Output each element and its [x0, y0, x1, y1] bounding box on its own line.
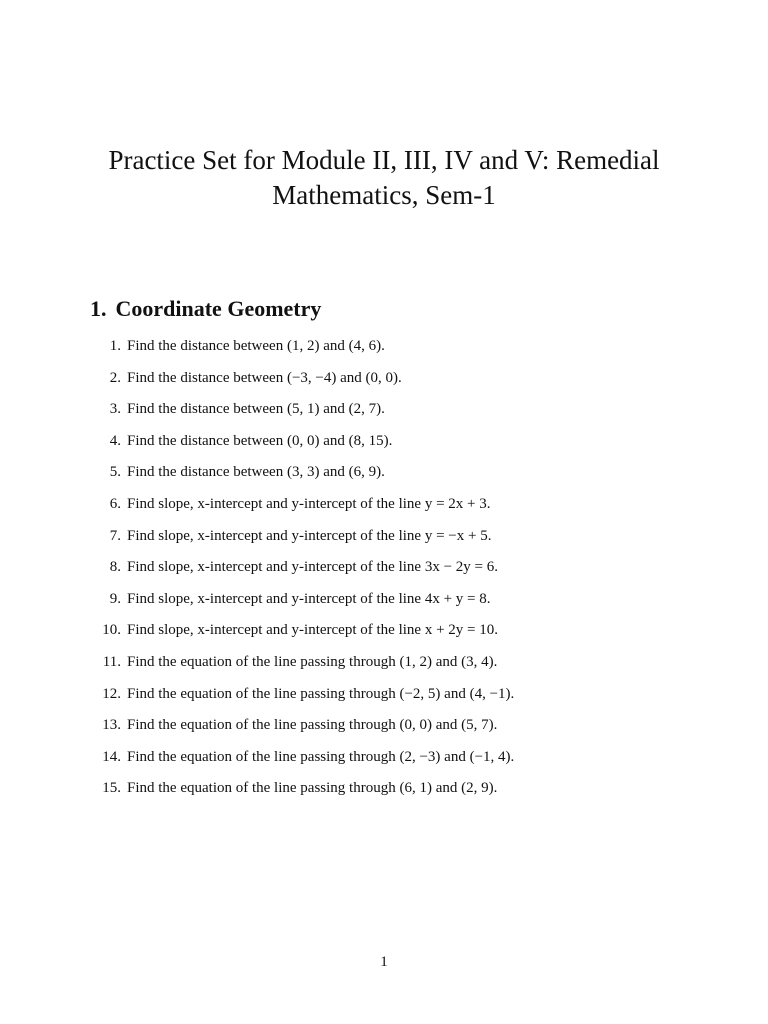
list-item: [90, 619, 710, 651]
list-item: [90, 461, 710, 493]
question-text: Find the distance between (−3, −4) and (0, 0).: [127, 369, 402, 386]
page-title-line-1: Practice Set for Module II, III, IV and V: Remedial: [108, 145, 660, 175]
question-text: Find the equation of the line passing through (−2, 5) and (4, −1).: [127, 685, 515, 702]
section-heading: [90, 294, 321, 324]
question-text: Find the distance between (3, 3) and (6, 9).: [127, 464, 385, 481]
question-number: 4.: [109, 432, 121, 449]
question-text: Find the equation of the line passing through (1, 2) and (3, 4).: [127, 653, 498, 670]
question-list: [90, 335, 710, 809]
list-item: [90, 556, 710, 588]
question-text: Find slope, x-intercept and y-intercept of the line x + 2y = 10.: [127, 622, 498, 639]
page-title: [90, 143, 678, 213]
question-text: Find slope, x-intercept and y-intercept of the line 3x − 2y = 6.: [127, 559, 498, 576]
question-number: 2.: [109, 369, 121, 386]
question-text: Find slope, x-intercept and y-intercept of the line y = −x + 5.: [127, 527, 492, 544]
question-number: 8.: [109, 559, 121, 576]
question-text: Find the distance between (5, 1) and (2, 7).: [127, 401, 385, 418]
question-number: 9.: [109, 590, 121, 607]
page-number: 1: [380, 954, 388, 970]
list-item: [90, 335, 710, 367]
list-item: [90, 651, 710, 683]
question-number: 6.: [109, 495, 121, 512]
list-item: [90, 493, 710, 525]
question-number: 7.: [109, 527, 121, 544]
list-item: [90, 367, 710, 399]
question-number: 12.: [102, 685, 121, 702]
question-text: Find the distance between (0, 0) and (8, 15).: [127, 432, 393, 449]
question-text: Find the equation of the line passing through (6, 1) and (2, 9).: [127, 780, 498, 797]
list-item: [90, 777, 710, 809]
page-title-line-2: Mathematics, Sem-1: [272, 180, 496, 210]
question-number: 14.: [102, 748, 121, 765]
question-number: 3.: [109, 401, 121, 418]
list-item: [90, 746, 710, 778]
question-number: 13.: [102, 717, 121, 734]
question-number: 5.: [109, 464, 121, 481]
list-item: [90, 714, 710, 746]
question-number: 1.: [109, 338, 121, 354]
list-item: [90, 525, 710, 557]
list-item: [90, 588, 710, 620]
question-number: 10.: [102, 622, 121, 639]
list-item: [90, 398, 710, 430]
list-item: [90, 430, 710, 462]
question-text: Find the equation of the line passing through (2, −3) and (−1, 4).: [127, 748, 515, 765]
question-number: 15.: [102, 780, 121, 797]
question-number: 11.: [102, 653, 121, 670]
question-text: Find slope, x-intercept and y-intercept of the line 4x + y = 8.: [127, 590, 491, 607]
list-item: [90, 683, 710, 715]
question-text: Find the equation of the line passing through (0, 0) and (5, 7).: [127, 717, 498, 734]
question-text: Find slope, x-intercept and y-intercept of the line y = 2x + 3.: [127, 495, 491, 512]
section-number: 1.: [90, 296, 107, 321]
question-text: Find the distance between (1, 2) and (4, 6).: [127, 338, 385, 354]
section-title: Coordinate Geometry: [115, 296, 322, 321]
